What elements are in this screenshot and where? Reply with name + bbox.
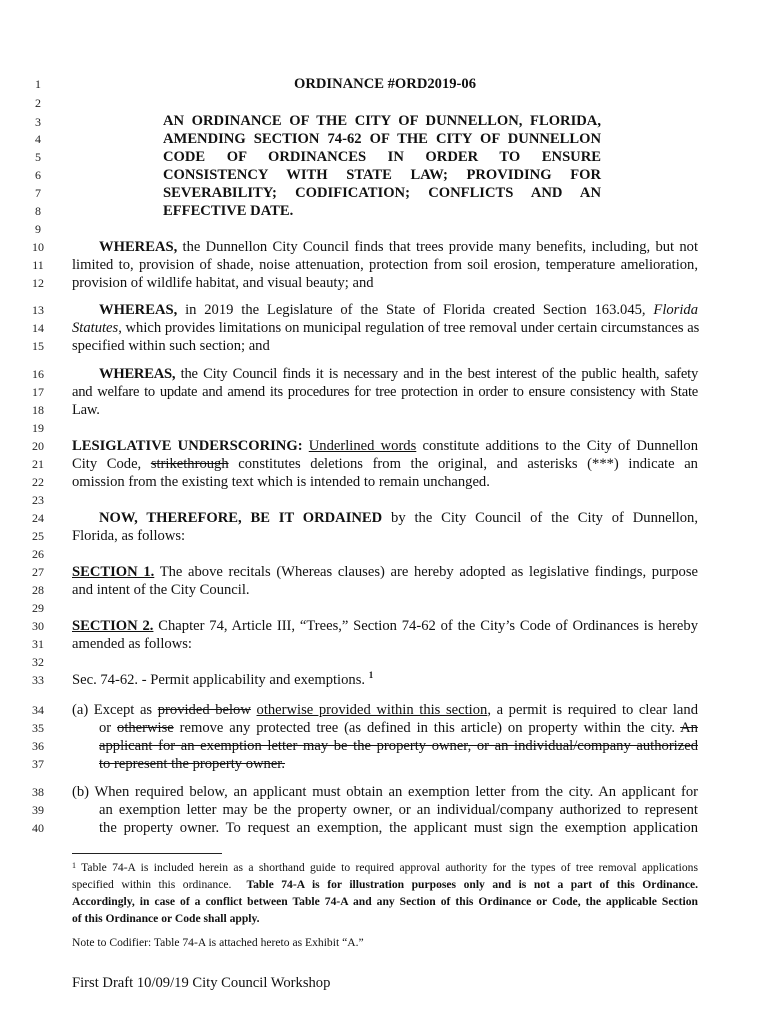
text-run: the City Council finds it is necessary and in the best interest of the public health, safety (180, 366, 698, 382)
text-line: Law. (72, 402, 100, 418)
text-line: and intent of the City Council. (72, 582, 250, 598)
text-line (99, 509, 698, 527)
title-line: CODE OF ORDINANCES IN ORDER TO ENSURE (163, 149, 601, 165)
deleted-text: applicant for an exemption letter may be the property owner, or an individual/company authorized (99, 738, 698, 754)
line-number: 28 (32, 583, 44, 597)
title-line: EFFECTIVE DATE. (163, 203, 294, 219)
line-number: 3 (35, 115, 41, 129)
line-number: 14 (32, 321, 44, 335)
text-line: omission from the existing text which is intended to remain unchanged. (72, 474, 490, 490)
line-number: 2 (35, 96, 41, 110)
title-line: AN ORDINANCE OF THE CITY OF DUNNELLON, FLORIDA, (163, 113, 601, 129)
text-run: The above recitals (Whereas clauses) are hereby adopted as legislative findings, purpose (159, 564, 698, 580)
line-number: 24 (32, 511, 44, 525)
line-number: 4 (35, 132, 41, 146)
line-number: 26 (32, 547, 44, 561)
text-line: limited to, provision of shade, noise attenuation, protection from soil erosion, temperature amelioration, (72, 257, 698, 273)
footnote-ref: 1 (368, 670, 374, 681)
footnote-line: of this Ordinance or Code shall apply. (72, 912, 260, 925)
line-number: 39 (32, 803, 44, 817)
line-number: 16 (32, 367, 44, 381)
line-number: 36 (32, 739, 44, 753)
footnote-marker: 1 (72, 861, 76, 870)
text-run: , a permit is required to clear land (487, 702, 699, 718)
line-number: 37 (32, 757, 44, 771)
enacting-label: NOW, THEREFORE, BE IT ORDAINED (99, 510, 383, 526)
text-run: , which provides limitations on municipal regulation of tree removal under certain circumstances as (118, 320, 700, 336)
deleted-text: provided below (157, 702, 251, 718)
text-line: amended as follows: (72, 636, 192, 652)
line-number: 31 (32, 637, 44, 651)
text-line: an exemption letter may be the property owner, or an individual/company authorized to represent (99, 802, 698, 818)
footnote-line (72, 876, 698, 893)
line-number: 23 (32, 493, 44, 507)
line-number: 1 (35, 77, 41, 91)
line-number: 32 (32, 655, 44, 669)
text-line (72, 437, 698, 455)
deleted-text: to represent the property owner. (99, 756, 286, 772)
section-label: SECTION 1. (72, 564, 155, 580)
line-number: 20 (32, 439, 44, 453)
line-number: 19 (32, 421, 44, 435)
line-number: 40 (32, 821, 44, 835)
text-run: Table 74-A is for illustration purposes only and is not a part of this Ordinance. (246, 878, 699, 891)
text-line (72, 617, 698, 635)
line-number: 12 (32, 276, 44, 290)
line-number: 6 (35, 168, 41, 182)
text-run: Statutes (72, 320, 119, 336)
whereas-label: WHEREAS, (99, 239, 178, 255)
line-number: 34 (32, 703, 44, 717)
line-number: 13 (32, 303, 44, 317)
text-run: constitute additions to the City of Dunnellon (422, 438, 699, 454)
line-number: 33 (32, 673, 44, 687)
deleted-text: otherwise (117, 720, 174, 736)
line-number: 5 (35, 150, 41, 164)
text-run: the Dunnellon City Council finds that trees provide many benefits, including, but not (182, 239, 698, 255)
line-number: 25 (32, 529, 44, 543)
text-line: specified within such section; and (72, 338, 270, 354)
text-line (99, 238, 698, 256)
text-line: and welfare to update and amend its procedures for tree protection in order to ensure consistency with State (72, 384, 698, 400)
strikethrough-sample: strikethrough (150, 456, 229, 472)
line-number: 15 (32, 339, 44, 353)
text-run: specified within this ordinance. (72, 878, 232, 891)
title-line: CONSISTENCY WITH STATE LAW; PROVIDING FOR (163, 167, 601, 183)
inserted-text: otherwise provided within this section (256, 702, 488, 718)
footnote-divider (72, 853, 222, 854)
text-run: or (99, 720, 112, 736)
section-label: SECTION 2. (72, 618, 154, 634)
text-run: by the City Council of the City of Dunnellon, (391, 510, 698, 526)
line-number: 18 (32, 403, 44, 417)
line-number: 30 (32, 619, 44, 633)
footnote-line (72, 859, 698, 876)
text-run: Sec. 74-62. - Permit applicability and exemptions. (72, 672, 366, 688)
underline-sample: Underlined words (308, 438, 417, 454)
line-number: 35 (32, 721, 44, 735)
text-line: (b) When required below, an applicant must obtain an exemption letter from the city. An applicant for (72, 784, 698, 800)
title-line: SEVERABILITY; CODIFICATION; CONFLICTS AND AN (163, 185, 601, 201)
codifier-note: Note to Codifier: Table 74-A is attached hereto as Exhibit “A.” (72, 936, 364, 949)
page-footer: First Draft 10/09/19 City Council Workshop (72, 975, 331, 991)
line-number: 22 (32, 475, 44, 489)
code-section-heading (72, 671, 698, 689)
text-line (99, 301, 698, 319)
text-line (72, 455, 698, 473)
text-line (99, 719, 698, 737)
line-number: 8 (35, 204, 41, 218)
ordinance-heading: ORDINANCE #ORD2019-06 (293, 76, 477, 92)
text-run: City Code, (72, 456, 142, 472)
text-line: the property owner. To request an exemption, the applicant must sign the exemption application (99, 820, 698, 836)
footnote-line: Accordingly, in case of a conflict between Table 74-A and any Section of this Ordinance or Code, the applicable Section (72, 895, 698, 908)
text-line: Florida, as follows: (72, 528, 186, 544)
text-line (72, 563, 698, 581)
text-line: provision of wildlife habitat, and visual beauty; and (72, 275, 374, 291)
text-run: Table 74-A is included herein as a shorthand guide to required approval authority for the types of tree removal applications (81, 861, 698, 874)
whereas-label: WHEREAS, (99, 302, 178, 318)
title-line: AMENDING SECTION 74-62 OF THE CITY OF DUNNELLON (163, 131, 601, 147)
line-number: 7 (35, 186, 41, 200)
whereas-label: WHEREAS, (99, 366, 176, 382)
text-run: Florida (653, 302, 698, 318)
line-number: 10 (32, 240, 44, 254)
text-line (72, 319, 698, 337)
line-number: 38 (32, 785, 44, 799)
text-run: remove any protected tree (as defined in this article) on property within the city. (179, 720, 676, 736)
text-line (72, 701, 698, 719)
text-run: constitutes deletions from the original, and asterisks (***) indicate an (238, 456, 698, 472)
text-run: (a) Except as (72, 702, 153, 718)
text-line (99, 365, 698, 383)
line-number: 11 (32, 258, 44, 272)
deleted-text: An (680, 720, 698, 736)
line-number: 29 (32, 601, 44, 615)
line-number: 17 (32, 385, 44, 399)
line-number: 9 (35, 222, 41, 236)
line-number: 27 (32, 565, 44, 579)
legislative-label: LESIGLATIVE UNDERSCORING: (72, 438, 303, 454)
text-run: in 2019 the Legislature of the State of Florida created Section 163.045, (185, 302, 646, 318)
text-run: Chapter 74, Article III, “Trees,” Section 74-62 of the City’s Code of Ordinances is hereby (158, 618, 698, 634)
line-number: 21 (32, 457, 44, 471)
